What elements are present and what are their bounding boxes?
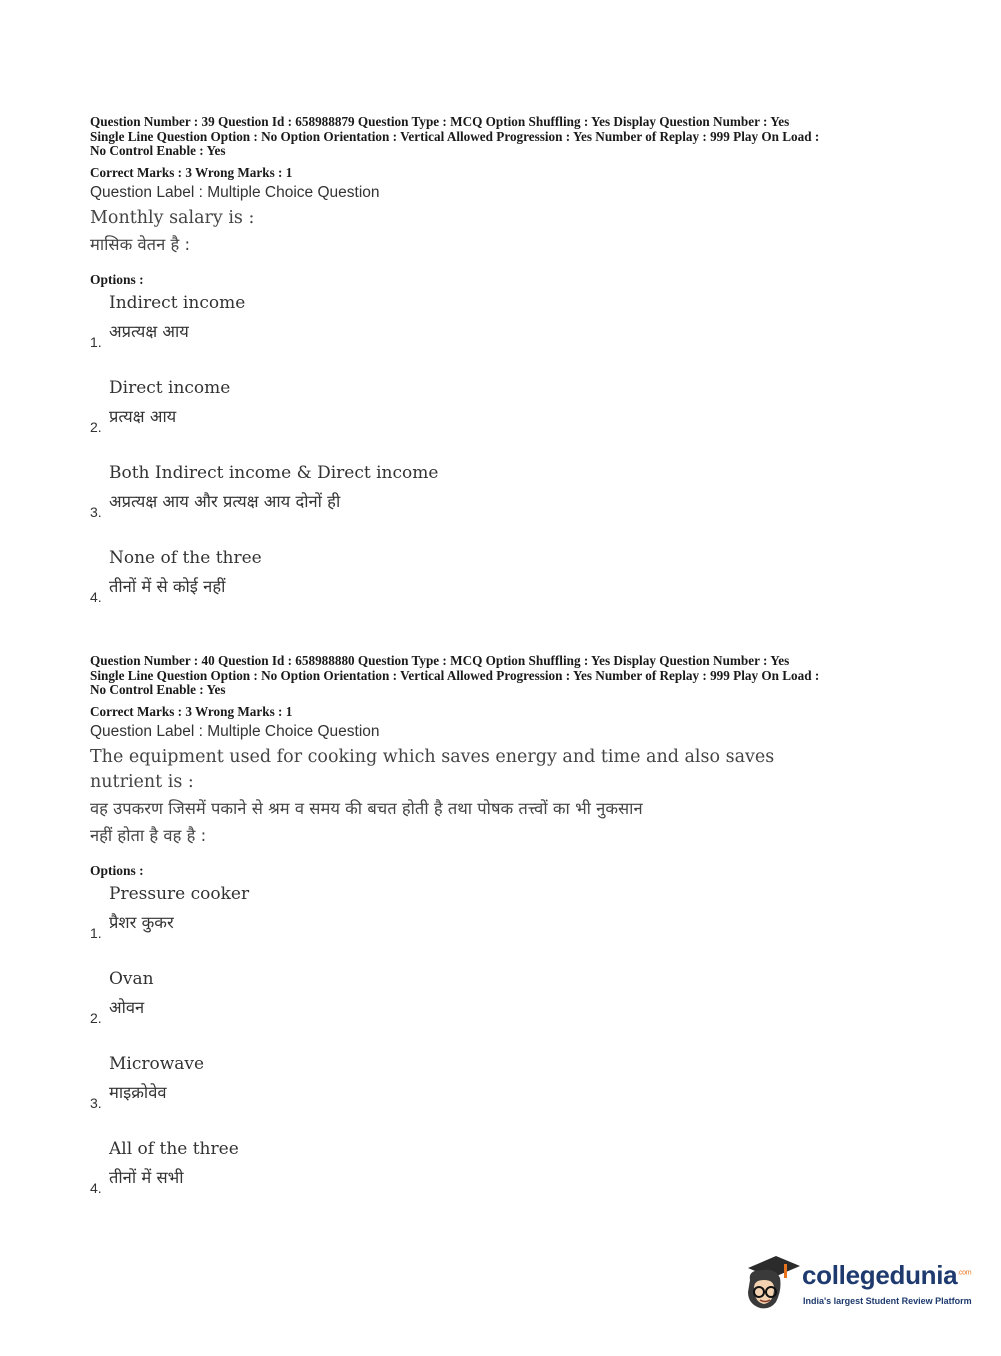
option-text-hi: ओवन <box>109 997 145 1017</box>
logo-suffix: .com <box>957 1269 972 1277</box>
option-text-hi: तीनों में से कोई नहीं <box>109 576 226 596</box>
question-text-hi: नहीं होता है वह है : <box>90 825 207 845</box>
question-40 <box>90 654 920 1219</box>
question-text-hi: वह उपकरण जिसमें पकाने से श्रम व समय की बचत होती है तथा पोषक तत्त्वों का भी नुकसान <box>90 798 643 818</box>
question-meta-line: Question Number : 40 Question Id : 658988880 Question Type : MCQ Option Shuffling : Yes Display Question Number : Yes <box>90 653 790 668</box>
option-text-en: Microwave <box>109 1053 205 1074</box>
question-text-en: nutrient is : <box>90 771 194 792</box>
option-3[interactable] <box>90 1049 920 1134</box>
mascot-icon <box>742 1250 802 1318</box>
question-meta-line: No Control Enable : Yes <box>90 143 226 159</box>
question-text-en: Monthly salary is : <box>90 207 255 228</box>
question-text-en: The equipment used for cooking which saves energy and time and also saves <box>90 746 775 767</box>
question-39 <box>90 115 920 628</box>
option-2[interactable] <box>90 964 920 1049</box>
question-meta-line: Question Number : 39 Question Id : 658988879 Question Type : MCQ Option Shuffling : Yes Display Question Number : Yes <box>90 114 790 129</box>
question-text-hi: मासिक वेतन है : <box>90 234 191 254</box>
option-text-en: Indirect income <box>109 292 246 313</box>
option-number: 3. <box>90 1094 102 1111</box>
option-text-hi: अप्रत्यक्ष आय <box>109 321 189 341</box>
option-2[interactable] <box>90 373 920 458</box>
options-label: Options : <box>90 271 144 287</box>
option-text-hi: प्रैशर कुकर <box>109 912 174 932</box>
collegedunia-logo[interactable] <box>742 1250 972 1320</box>
option-1[interactable] <box>90 879 920 964</box>
option-text-en: Pressure cooker <box>109 883 250 904</box>
option-text-en: All of the three <box>109 1138 239 1159</box>
question-meta-line: Single Line Question Option : No Option Orientation : Vertical Allowed Progression : Yes Number of Replay : 999 Play On Load : <box>90 128 820 144</box>
logo-name: collegedunia <box>802 1260 958 1290</box>
option-4[interactable] <box>90 1134 920 1219</box>
option-number: 3. <box>90 503 102 520</box>
question-marks: Correct Marks : 3 Wrong Marks : 1 <box>90 703 293 719</box>
options-label: Options : <box>90 862 144 878</box>
option-number: 4. <box>90 1179 102 1196</box>
option-text-en: Both Indirect income & Direct income <box>109 462 439 483</box>
option-text-hi: प्रत्यक्ष आय <box>109 406 177 426</box>
option-text-en: Direct income <box>109 377 231 398</box>
question-label: Question Label : Multiple Choice Question <box>90 183 380 201</box>
option-number: 2. <box>90 1009 102 1026</box>
option-text-hi: अप्रत्यक्ष आय और प्रत्यक्ष आय दोनों ही <box>109 491 341 511</box>
option-number: 1. <box>90 333 102 350</box>
logo-wordmark <box>802 1260 971 1291</box>
option-text-en: Ovan <box>109 968 154 989</box>
option-text-en: None of the three <box>109 547 262 568</box>
question-meta-line: Single Line Question Option : No Option Orientation : Vertical Allowed Progression : Yes Number of Replay : 999 Play On Load : <box>90 667 820 683</box>
option-number: 4. <box>90 588 102 605</box>
option-1[interactable] <box>90 288 920 373</box>
logo-tagline: India's largest Student Review Platform <box>803 1296 972 1306</box>
question-meta-line: No Control Enable : Yes <box>90 682 226 698</box>
options-list <box>90 879 920 1219</box>
option-3[interactable] <box>90 458 920 543</box>
option-text-hi: तीनों में सभी <box>109 1167 184 1187</box>
option-4[interactable] <box>90 543 920 628</box>
options-list <box>90 288 920 628</box>
question-marks: Correct Marks : 3 Wrong Marks : 1 <box>90 164 293 180</box>
option-number: 1. <box>90 924 102 941</box>
question-label: Question Label : Multiple Choice Question <box>90 722 380 740</box>
option-number: 2. <box>90 418 102 435</box>
option-text-hi: माइक्रोवेव <box>109 1082 167 1102</box>
